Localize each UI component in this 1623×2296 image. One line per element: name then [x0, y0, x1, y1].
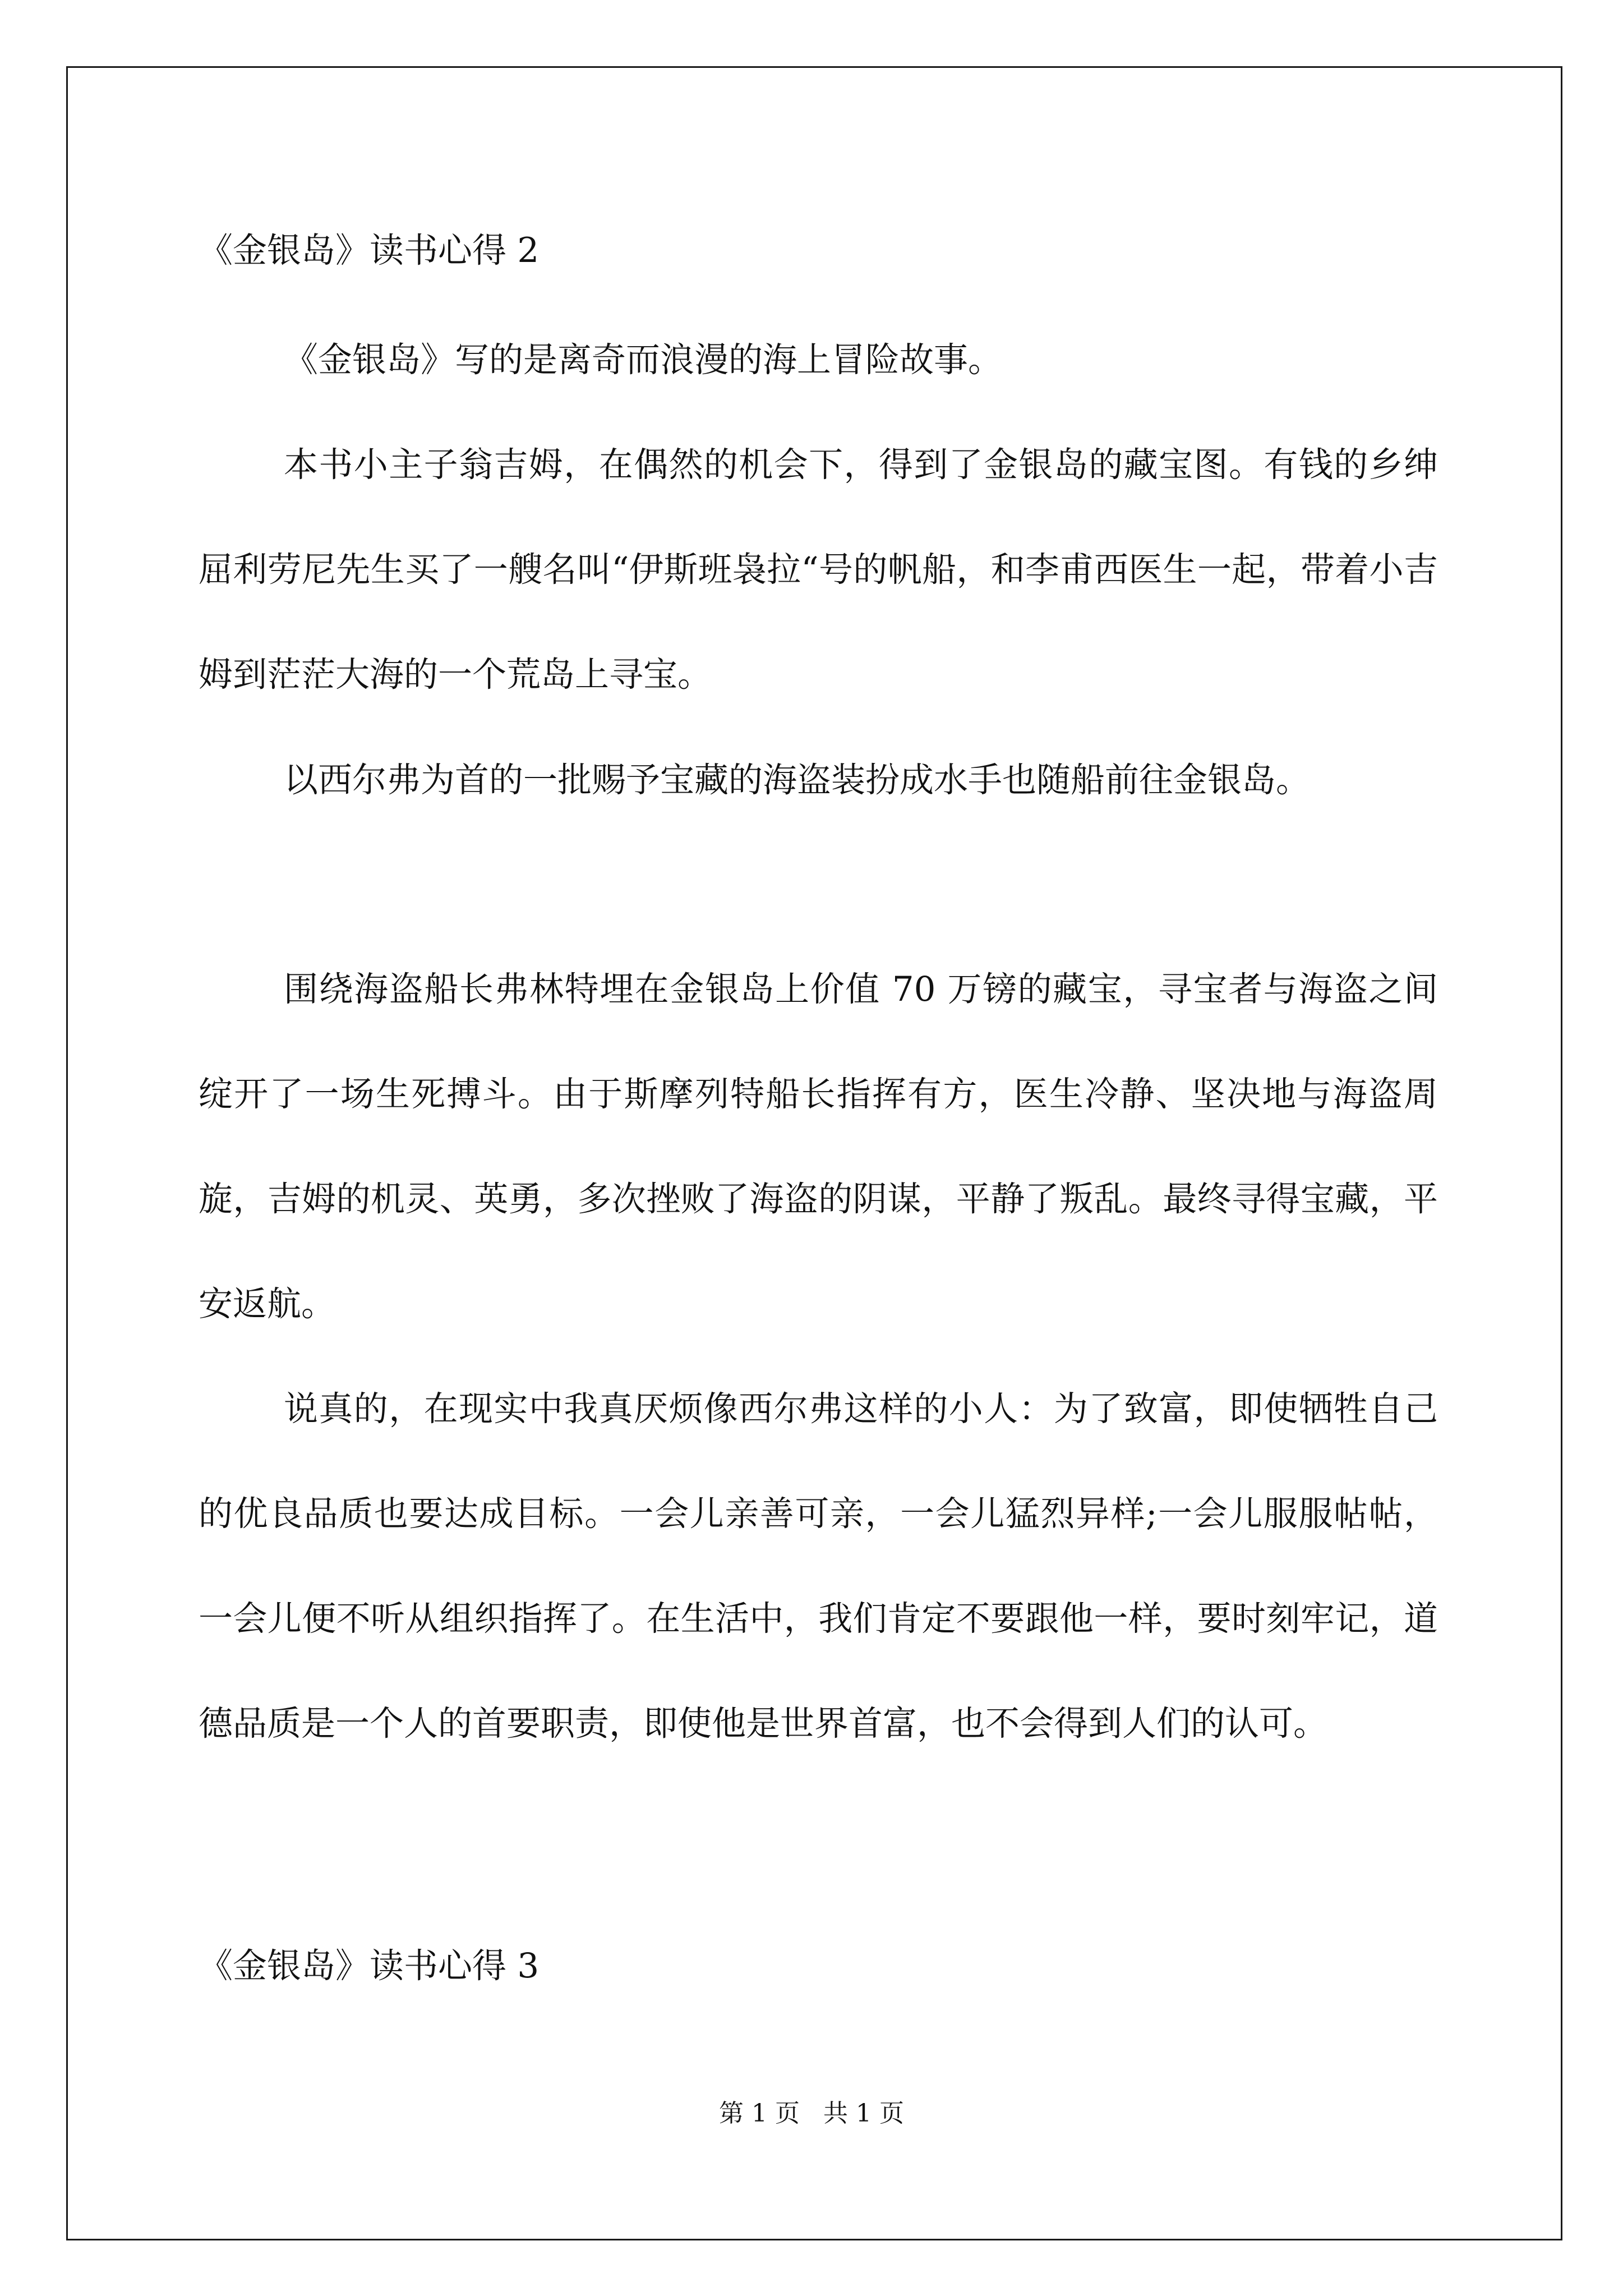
paragraph: 以西尔弗为首的一批赐予宝藏的海盗装扮成水手也随船前往金银岛。: [284, 760, 1311, 800]
paragraph: 本书小主子翁吉姆，在偶然的机会下，得到了金银岛的藏宝图。有钱的乡绅屈利劳尼先生买了一艘名叫“伊斯班袅拉“号的帆船，和李甫西医生一起，带着小吉姆到茫茫大海的一个荒岛上寻宝。: [199, 445, 1438, 694]
paragraph: 说真的，在现实中我真厌烦像西尔弗这样的小人：为了致富，即使牺牲自己的优良品质也要达成目标。一会儿亲善可亲，一会儿猛烈异样;一会儿服服帖帖，一会儿便不听从组织指挥了。在生活中，我们肯定不要跟他一样，要时刻牢记，道德品质是一个人的首要职责，即使他是世界首富，也不会得到人们的认可。: [199, 1389, 1438, 1743]
paragraph: 围绕海盗船长弗林特埋在金银岛上价值 70 万镑的藏宝，寻宝者与海盗之间绽开了一场生死搏斗。由于斯摩列特船长指挥有方，医生冷静、坚决地与海盗周旋，吉姆的机灵、英勇，多次挫败了海盗的阴谋，平静了叛乱。最终寻得宝藏，平安返航。: [199, 969, 1438, 1324]
section-heading: 《金银岛》读书心得 3: [199, 1946, 540, 1986]
page-footer: 第 1 页 共 1 页: [719, 2099, 904, 2128]
section-heading: 《金银岛》读书心得 2: [199, 231, 540, 270]
paragraph: 《金银岛》写的是离奇而浪漫的海上冒险故事。: [284, 340, 1003, 380]
